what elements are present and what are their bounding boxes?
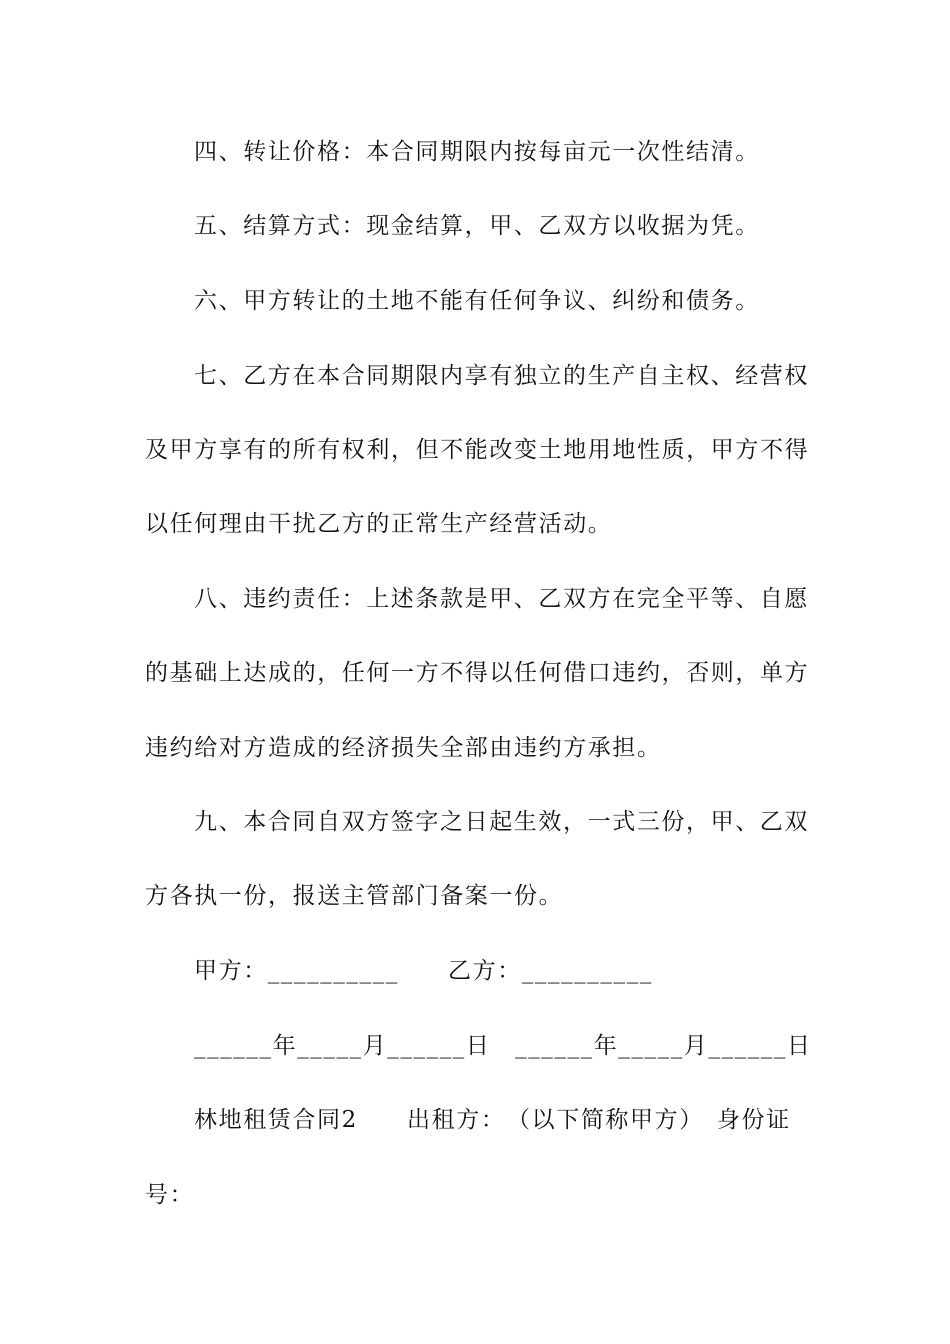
clause-7-line-2: 及甲方享有的所有权利，但不能改变土地用地性质，甲方不得 xyxy=(145,437,810,463)
clause-7-line-3: 以任何理由干扰乙方的正常生产经营活动。 xyxy=(145,511,613,537)
clause-5-settlement: 五、结算方式：现金结算，甲、乙双方以收据为凭。 xyxy=(194,213,760,239)
clause-9-line-2: 方各执一份，报送主管部门备案一份。 xyxy=(145,883,564,909)
clause-9-line-1: 九、本合同自双方签字之日起生效，一式三份，甲、乙双 xyxy=(194,809,809,835)
contract-2-heading-line: 林地租赁合同2 出租方： （以下简称甲方） 身份证 xyxy=(194,1107,791,1133)
clause-8-line-3: 违约给对方造成的经济损失全部由违约方承担。 xyxy=(145,735,662,761)
clause-6-no-dispute: 六、甲方转让的土地不能有任何争议、纠纷和债务。 xyxy=(194,288,760,314)
signature-parties: 甲方：__________ 乙方：__________ xyxy=(194,958,653,984)
contract-2-id-line: 号： xyxy=(145,1182,195,1208)
clause-4-transfer-price: 四、转让价格：本合同期限内按每亩元一次性结清。 xyxy=(194,139,760,165)
clause-8-line-2: 的基础上达成的，任何一方不得以任何借口违约，否则，单方 xyxy=(145,660,810,686)
clause-7-line-1: 七、乙方在本合同期限内享有独立的生产自主权、经营权 xyxy=(194,363,809,389)
signature-dates: ______年_____月______日 ______年_____月______日 xyxy=(194,1033,812,1059)
clause-8-line-1: 八、违约责任：上述条款是甲、乙双方在完全平等、自愿 xyxy=(194,586,809,612)
